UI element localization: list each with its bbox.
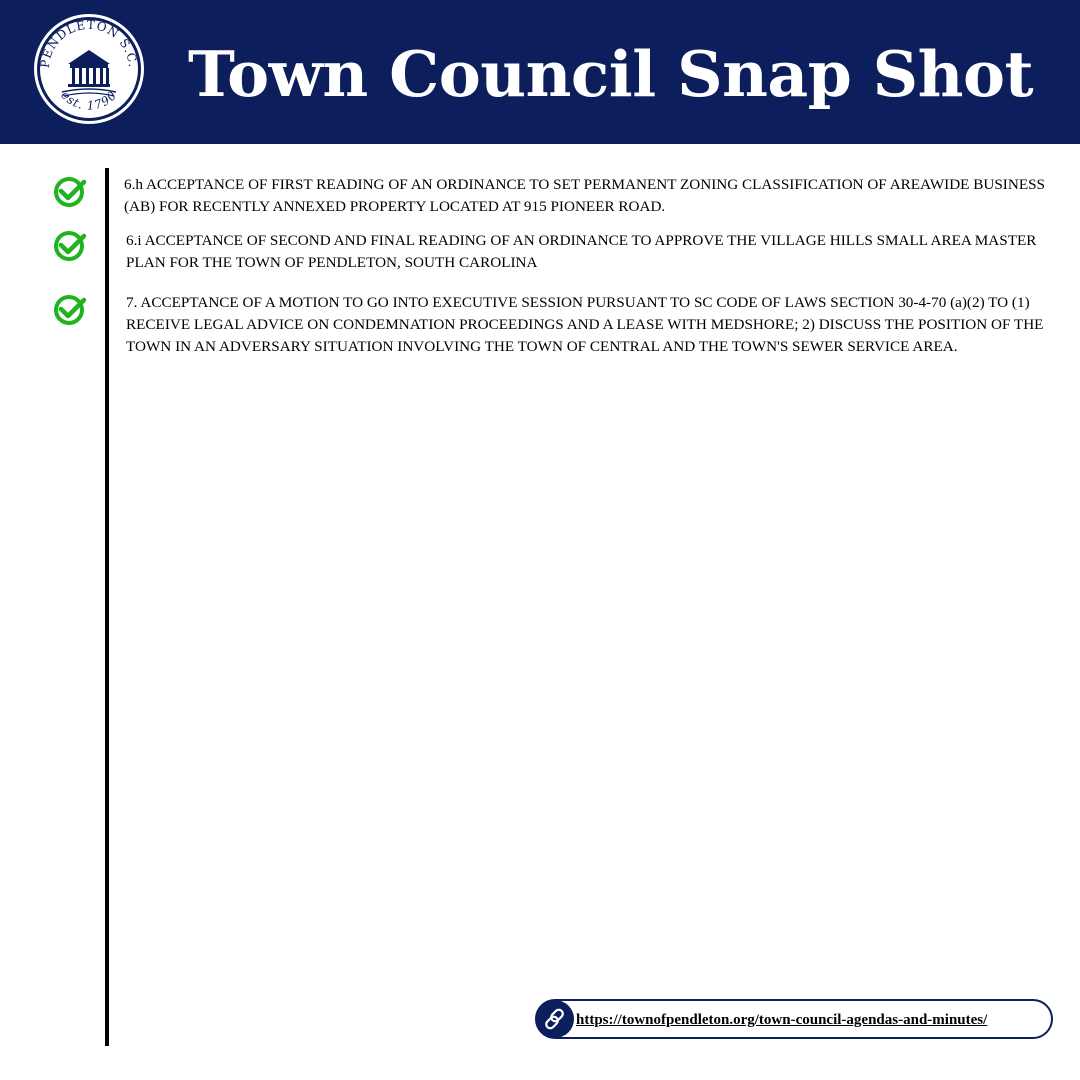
timeline-rule (105, 168, 109, 1046)
agenda-item-text: 6.i ACCEPTANCE OF SECOND AND FINAL READING OF AN ORDINANCE TO APPROVE THE VILLAGE HILLS SMALL AREA MASTER PLAN FOR THE TOWN OF PENDLETON, SOUTH CAROLINA (126, 232, 1037, 271)
svg-text:PENDLETON S.C.: PENDLETON S.C. (37, 17, 141, 69)
agenda-item-text: 6.h ACCEPTANCE OF FIRST READING OF AN ORDINANCE TO SET PERMANENT ZONING CLASSIFICATION OF AREAWIDE BUSINESS (AB) FOR RECENTLY ANNEXED PROPERTY LOCATED AT 915 PIONEER ROAD. (124, 176, 1045, 215)
check-circle-icon (52, 228, 88, 264)
check-circle-icon (52, 292, 88, 328)
svg-text:est. 1790: est. 1790 (58, 88, 120, 113)
header-banner (0, 0, 1080, 144)
page-title: Town Council Snap Shot (188, 37, 1034, 111)
link-icon-badge (536, 1000, 574, 1038)
minutes-link-button[interactable] (535, 999, 1053, 1039)
town-seal-icon (32, 12, 146, 126)
check-circle-icon (52, 174, 88, 210)
minutes-link[interactable]: https://townofpendleton.org/town-council-agendas-and-minutes/ (576, 1012, 988, 1028)
link-icon (536, 1000, 574, 1038)
agenda-item-text: 7. ACCEPTANCE OF A MOTION TO GO INTO EXECUTIVE SESSION PURSUANT TO SC CODE OF LAWS SECTION 30-4-70 (a)(2) TO (1) RECEIVE LEGAL ADVICE ON CONDEMNATION PROCEEDINGS AND A LEASE WITH MEDSHORE; 2) DISCUSS THE POSITION OF THE TOWN IN AN ADVERSARY SITUATION INVOLVING THE TOWN OF CENTRAL AND THE TOWN'S SEWER SERVICE AREA. (126, 294, 1044, 355)
